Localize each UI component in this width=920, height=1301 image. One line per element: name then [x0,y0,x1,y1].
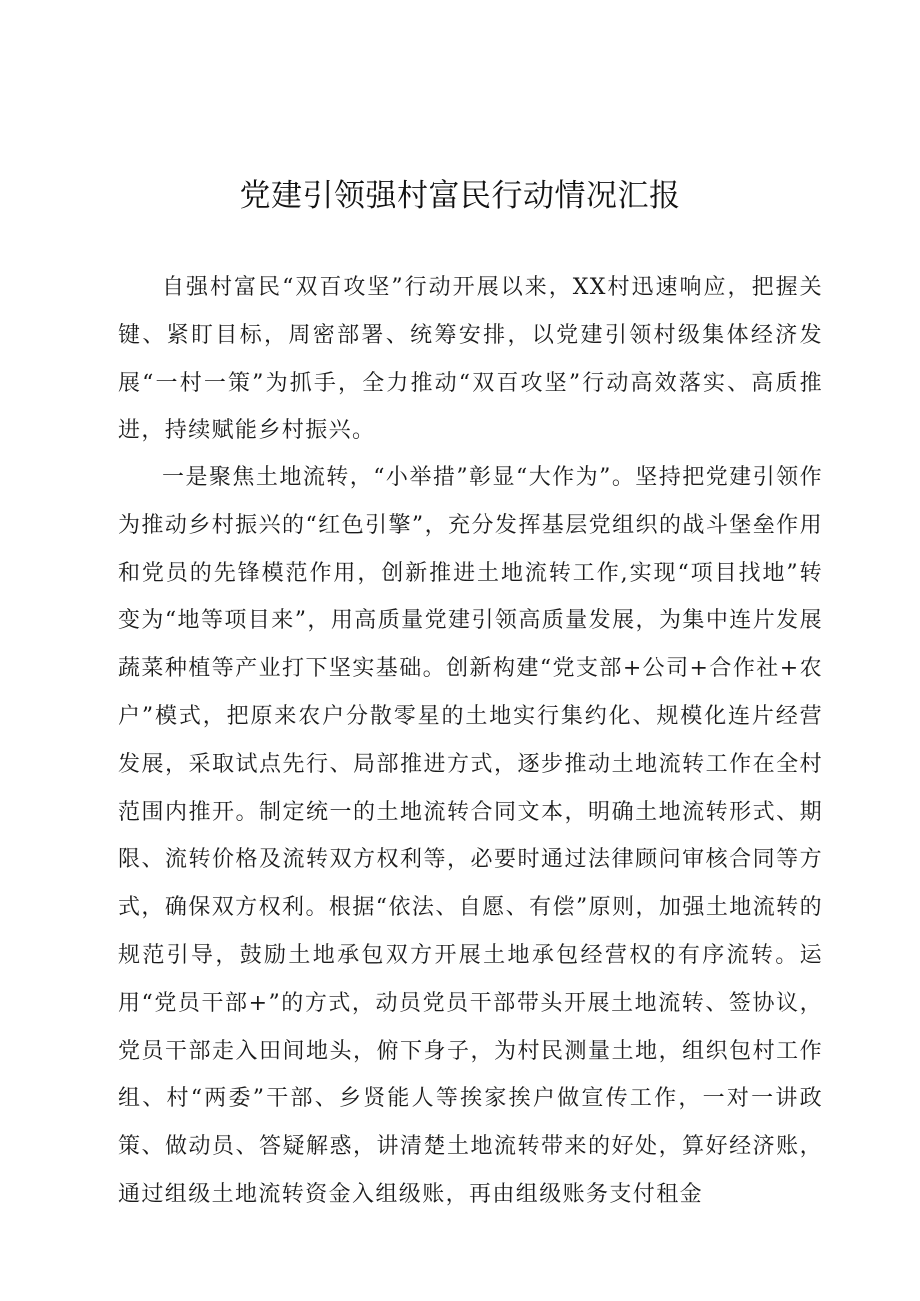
intro-paragraph: 自强村富民“双百攻坚”行动开展以来，XX村迅速响应，把握关键、紧盯目标，周密部署、统筹安排，以党建引领村级集体经济发展“一村一策”为抓手，全力推动“双百攻坚”行动高效落实、高质推进，持续赋能乡村振兴。 [118,275,823,444]
land-transfer-paragraph: 一是聚焦土地流转，“小举措”彰显“大作为”。坚持把党建引领作为推动乡村振兴的“红色引擎”，充分发挥基层党组织的战斗堡垒作用和党员的先锋模范作用，创新推进土地流转工作,实现“项目找地”转变为“地等项目来”，用高质量党建引领高质量发展，为集中连片发展蔬菜种植等产业打下坚实基础。创新构建“党支部+公司+合作社+农户”模式，把原来农户分散零星的土地实行集约化、规模化连片经营发展，采取试点先行、局部推进方式，逐步推动土地流转工作在全村范围内推开。制定统一的土地流转合同文本，明确土地流转形式、期限、流转价格及流转双方权利等，必要时通过法律顾问审核合同等方式，确保双方权利。根据“依法、自愿、有偿”原则，加强土地流转的规范引导，鼓励土地承包双方开展土地承包经营权的有序流转。运用“党员干部+”的方式，动员党员干部带头开展土地流转、签协议，党员干部走入田间地头，俯下身子，为村民测量土地，组织包村工作组、村“两委”干部、乡贤能人等挨家挨户做宣传工作，一对一讲政策、做动员、答疑解惑，讲清楚土地流转带来的好处，算好经济账，通过组级土地流转资金入组级账，再由组级账务支付租金 [118,465,823,1207]
document-title: 党建引领强村富民行动情况汇报 [239,178,681,214]
